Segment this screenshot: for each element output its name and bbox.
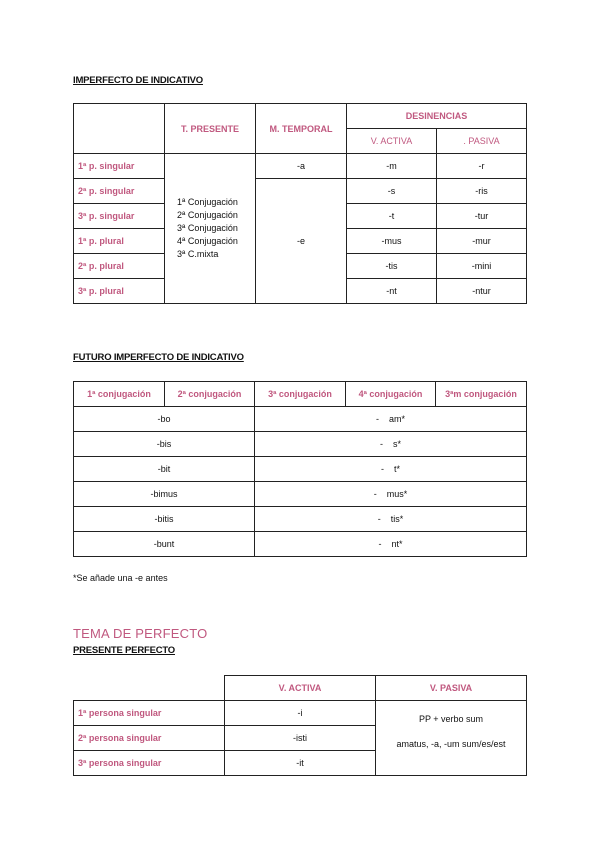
pasiva-line: amatus, -a, -um sum/es/est bbox=[396, 739, 506, 749]
row-label: 3ª p. plural bbox=[74, 279, 165, 304]
activa-cell: -it bbox=[225, 751, 376, 776]
activa-cell: -mus bbox=[347, 229, 437, 254]
activa-cell: -nt bbox=[347, 279, 437, 304]
futuro-header: 1ª conjugación bbox=[74, 382, 165, 407]
futuro-header: 4ª conjugación bbox=[346, 382, 436, 407]
futuro-right-cell: - t* bbox=[255, 457, 527, 482]
futuro-left-cell: -bunt bbox=[74, 532, 255, 557]
futuro-header: 3ª conjugación bbox=[255, 382, 346, 407]
col-pasiva-header: V. PASIVA bbox=[376, 676, 527, 701]
futuro-left-cell: -bimus bbox=[74, 482, 255, 507]
row-label: 3ª persona singular bbox=[74, 751, 225, 776]
perfecto-table bbox=[73, 675, 527, 776]
conjugation-item: 3ª C.mixta bbox=[177, 249, 219, 259]
pasiva-cell: -tur bbox=[437, 204, 527, 229]
activa-cell: -tis bbox=[347, 254, 437, 279]
section1-heading: IMPERFECTO DE INDICATIVO bbox=[73, 75, 203, 86]
pasiva-cell: -mini bbox=[437, 254, 527, 279]
col-pasiva-header: . PASIVA bbox=[437, 129, 527, 154]
futuro-left-cell: -bis bbox=[74, 432, 255, 457]
row-label: 2ª p. plural bbox=[74, 254, 165, 279]
futuro-right-cell: - s* bbox=[255, 432, 527, 457]
col-activa-header: V. ACTIVA bbox=[347, 129, 437, 154]
activa-cell: -s bbox=[347, 179, 437, 204]
pasiva-cell: -ris bbox=[437, 179, 527, 204]
futuro-header: 2ª conjugación bbox=[165, 382, 255, 407]
col-presente-header: T. PRESENTE bbox=[165, 104, 256, 154]
row-label: 2ª persona singular bbox=[74, 726, 225, 751]
futuro-note: *Se añade una -e antes bbox=[73, 573, 168, 583]
col-activa-header: V. ACTIVA bbox=[225, 676, 376, 701]
imperfecto-table bbox=[73, 103, 527, 304]
futuro-left-cell: -bo bbox=[74, 407, 255, 432]
col-desinencias-header: DESINENCIAS bbox=[347, 104, 527, 129]
futuro-header: 3ªm conjugación bbox=[436, 382, 527, 407]
section2-heading: FUTURO IMPERFECTO DE INDICATIVO bbox=[73, 352, 244, 363]
pasiva-cell bbox=[376, 701, 527, 776]
empty-corner-cell bbox=[74, 104, 165, 154]
section3-heading: PRESENTE PERFECTO bbox=[73, 645, 175, 656]
futuro-right-cell: - nt* bbox=[255, 532, 527, 557]
row-label: 1ª p. plural bbox=[74, 229, 165, 254]
futuro-table bbox=[73, 381, 527, 557]
pasiva-line: PP + verbo sum bbox=[418, 714, 484, 724]
activa-cell: -isti bbox=[225, 726, 376, 751]
futuro-right-cell: - mus* bbox=[255, 482, 527, 507]
activa-cell: -t bbox=[347, 204, 437, 229]
conjugation-item: 3ª Conjugación bbox=[177, 223, 238, 233]
conjugations-cell bbox=[165, 154, 256, 304]
row-label: 1ª p. singular bbox=[74, 154, 165, 179]
row-label: 1ª persona singular bbox=[74, 701, 225, 726]
futuro-right-cell: - tis* bbox=[255, 507, 527, 532]
futuro-left-cell: -bitis bbox=[74, 507, 255, 532]
pasiva-cell: -r bbox=[437, 154, 527, 179]
col-temporal-header: M. TEMPORAL bbox=[256, 104, 347, 154]
conjugation-item: 2ª Conjugación bbox=[177, 210, 238, 220]
futuro-right-cell: - am* bbox=[255, 407, 527, 432]
pasiva-cell: -ntur bbox=[437, 279, 527, 304]
activa-cell: -m bbox=[347, 154, 437, 179]
pasiva-cell: -mur bbox=[437, 229, 527, 254]
empty-corner-cell bbox=[74, 676, 225, 701]
conjugation-item: 4ª Conjugación bbox=[177, 236, 238, 246]
row-label: 3ª p. singular bbox=[74, 204, 165, 229]
temporal-first-cell: -a bbox=[256, 154, 347, 179]
section3-title: TEMA DE PERFECTO bbox=[73, 626, 208, 641]
row-label: 2ª p. singular bbox=[74, 179, 165, 204]
conjugation-item: 1ª Conjugación bbox=[177, 197, 238, 207]
activa-cell: -i bbox=[225, 701, 376, 726]
futuro-left-cell: -bit bbox=[74, 457, 255, 482]
temporal-rest-cell: -e bbox=[256, 179, 347, 304]
